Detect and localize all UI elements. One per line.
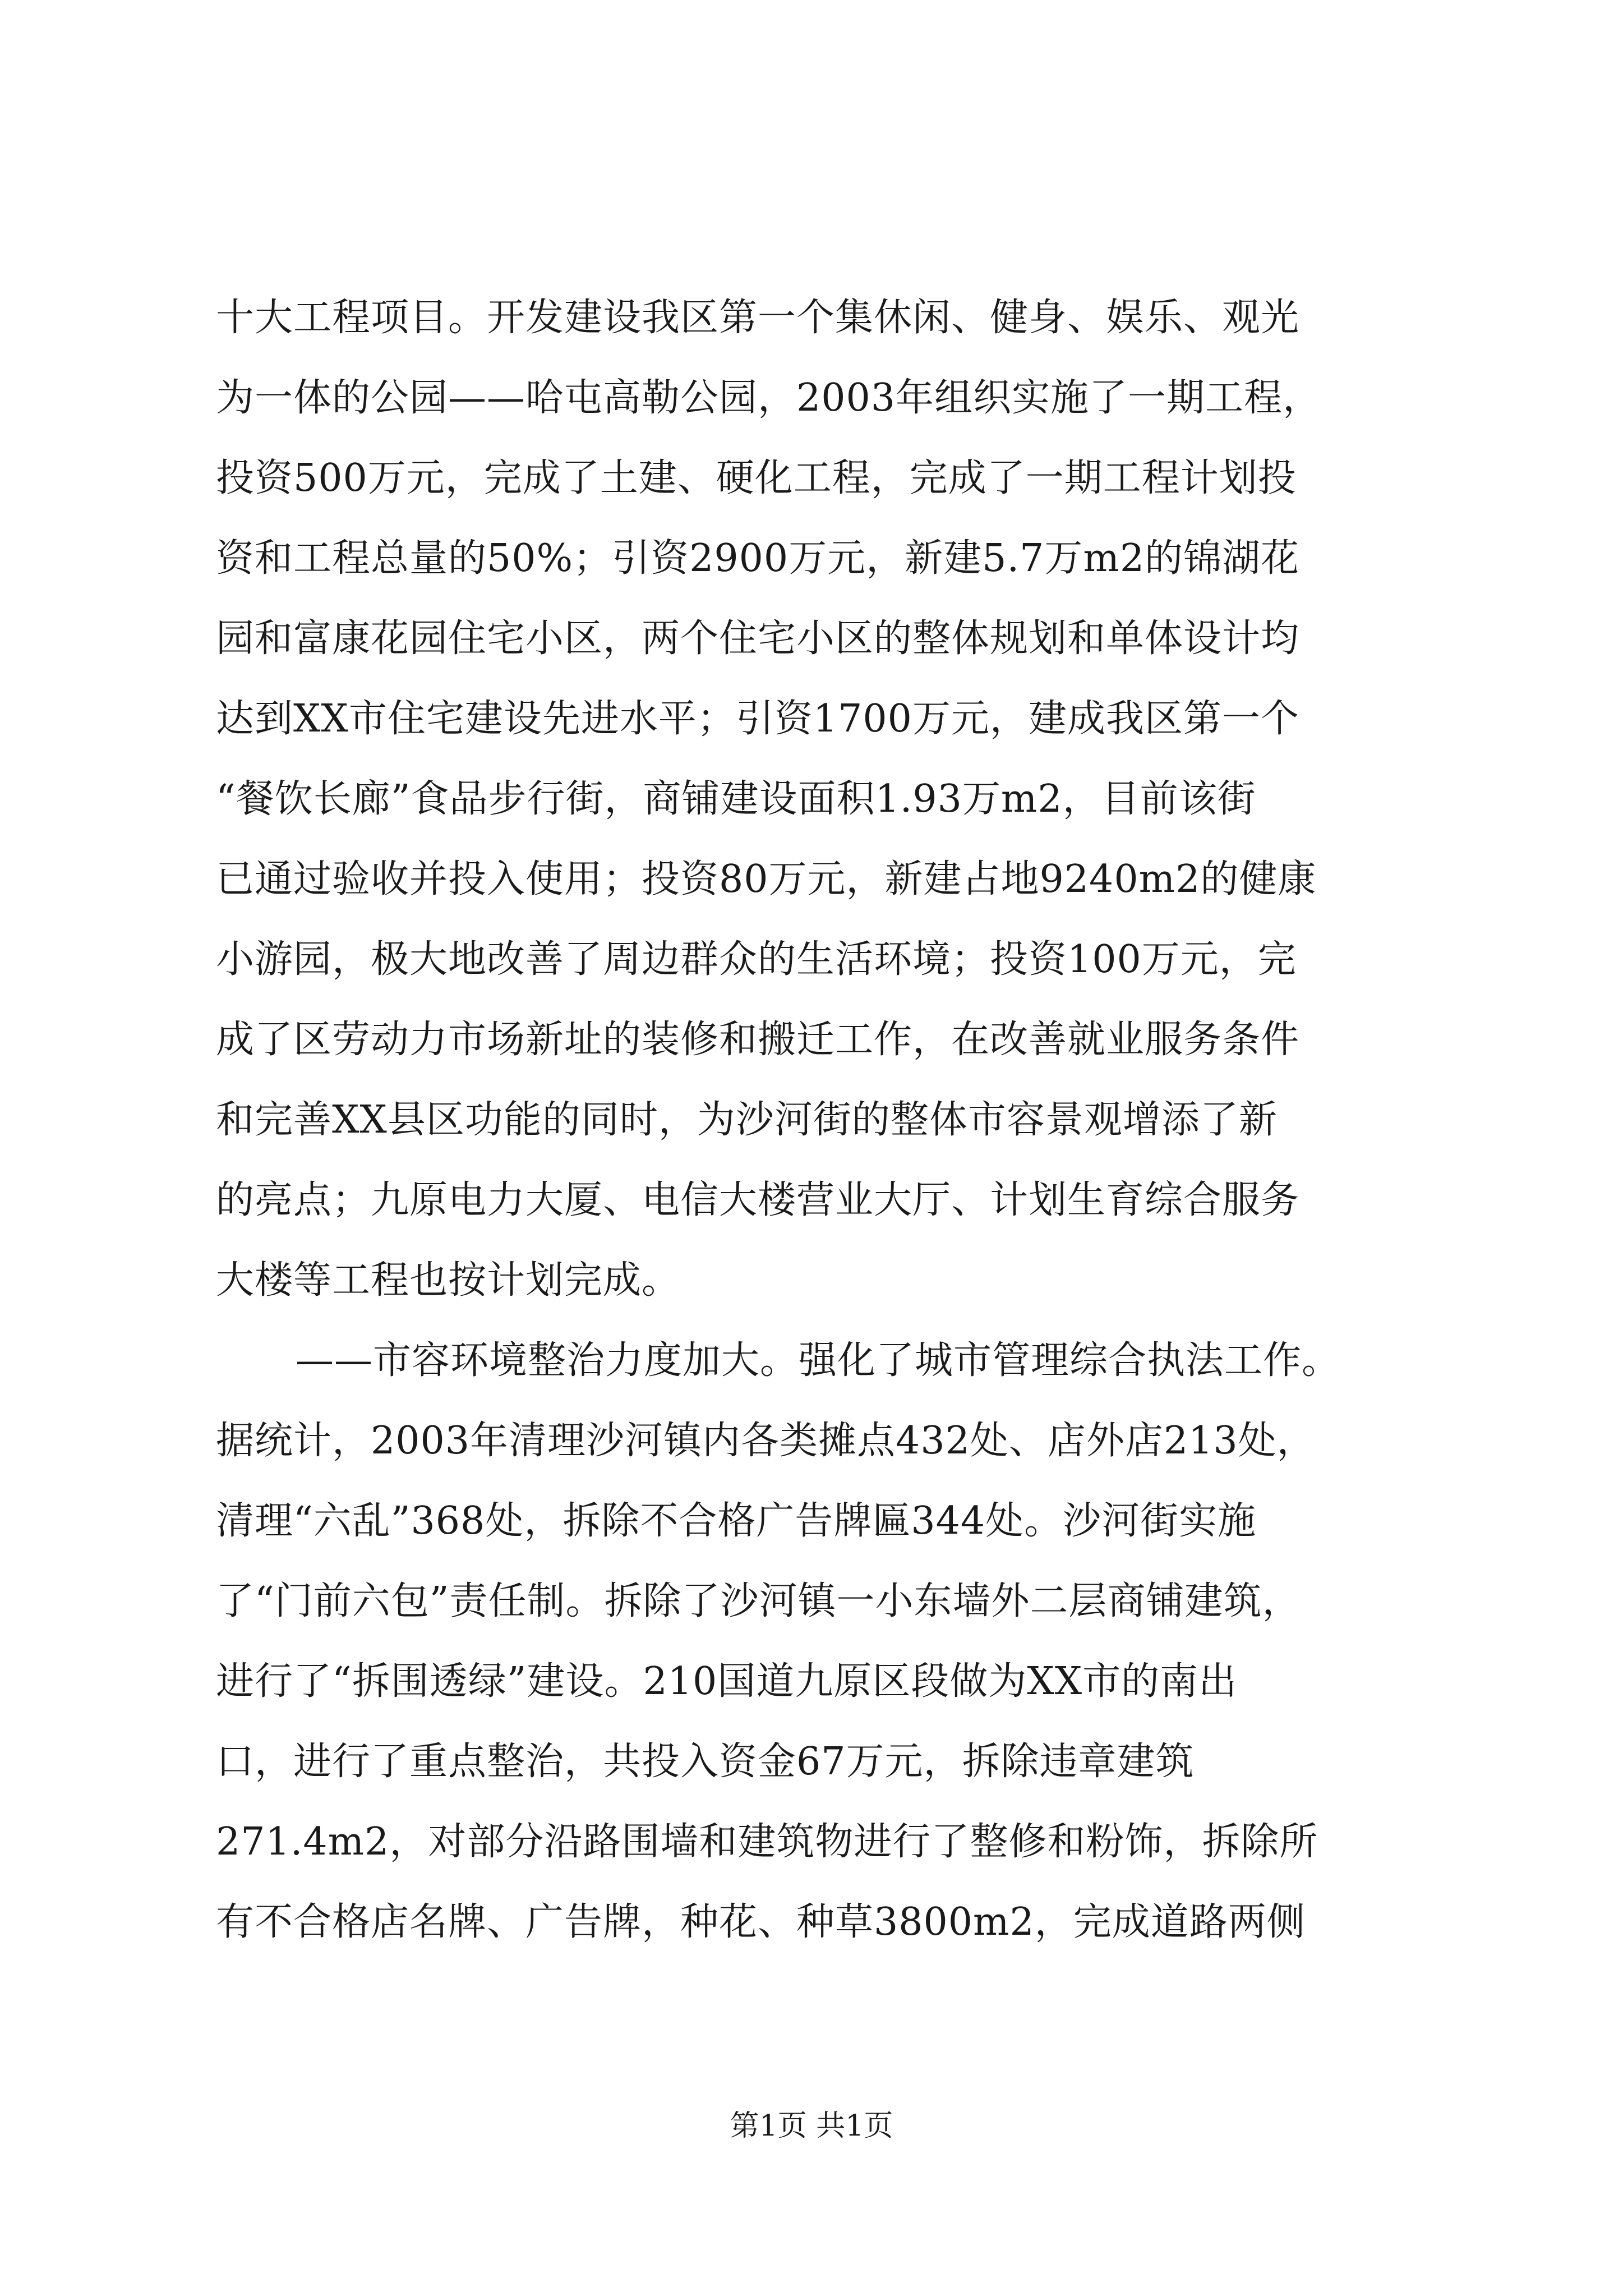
text-line: 清理“六乱”368处，拆除不合格广告牌匾344处。沙河街实施 — [216, 1499, 1257, 1543]
text-line: 投资500万元，完成了土建、硬化工程，完成了一期工程计划投 — [216, 456, 1297, 500]
text-line: 资和工程总量的50%；引资2900万元，新建5.7万m2的锦湖花 — [216, 536, 1300, 581]
text-line: “餐饮长廊”食品步行街，商铺建设面积1.93万m2，目前该街 — [216, 777, 1256, 821]
text-line: 十大工程项目。开发建设我区第一个集休闲、健身、娱乐、观光 — [216, 296, 1300, 340]
document-body — [216, 278, 1416, 1962]
text-line: 和完善XX县区功能的同时，为沙河街的整体市容景观增添了新 — [216, 1098, 1278, 1142]
text-line: 的亮点；九原电力大厦、电信大楼营业大厅、计划生育综合服务 — [216, 1178, 1300, 1222]
text-line: 进行了“拆围透绿”建设。210国道九原区段做为XX市的南出 — [216, 1659, 1238, 1704]
text-line: 271.4m2，对部分沿路围墙和建筑物进行了整修和粉饰，拆除所 — [216, 1820, 1318, 1864]
text-line: 了“门前六包”责任制。拆除了沙河镇一小东墙外二层商铺建筑， — [216, 1579, 1301, 1623]
page-footer: 第1页 共1页 — [730, 2109, 893, 2143]
text-line: 小游园，极大地改善了周边群众的生活环境；投资100万元，完 — [216, 937, 1297, 982]
text-line: 口，进行了重点整治，共投入资金67万元，拆除违章建筑 — [216, 1740, 1195, 1784]
text-line: 已通过验收并投入使用；投资80万元，新建占地9240m2的健康 — [216, 857, 1317, 901]
paragraph-start-line: ——市容环境整治力度加大。强化了城市管理综合执法工作。 — [296, 1338, 1341, 1383]
text-line: 成了区劳动力市场新址的装修和搬迁工作，在改善就业服务条件 — [216, 1018, 1300, 1062]
text-line: 达到XX市住宅建设先进水平；引资1700万元，建成我区第一个 — [216, 697, 1299, 741]
text-line: 大楼等工程也按计划完成。 — [216, 1258, 681, 1303]
text-line: 为一体的公园——哈屯高勒公园，2003年组织实施了一期工程， — [216, 376, 1322, 420]
text-line: 据统计，2003年清理沙河镇内各类摊点432处、店外店213处， — [216, 1419, 1316, 1463]
text-line: 有不合格店名牌、广告牌，种花、种草3800m2，完成道路两侧 — [216, 1900, 1306, 1944]
text-line: 园和富康花园住宅小区，两个住宅小区的整体规划和单体设计均 — [216, 616, 1300, 661]
